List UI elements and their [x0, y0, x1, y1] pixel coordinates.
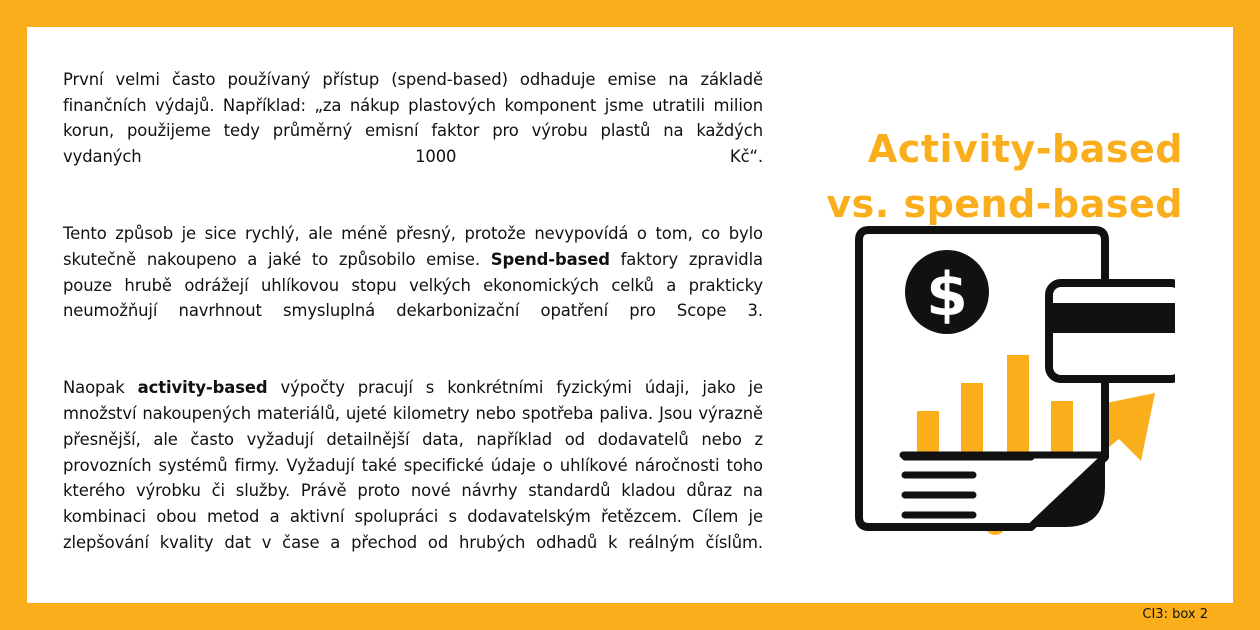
chart-bar — [961, 383, 983, 453]
chart-bar — [1051, 401, 1073, 453]
article-body — [63, 67, 763, 581]
content-card — [27, 27, 1233, 603]
chart-bar — [917, 411, 939, 453]
dollar-icon — [905, 250, 989, 334]
paragraph-activity-based: Naopak activity-based výpočty pracují s konkrétními fyzickými údaji, jako je množství nakoupených materiálů, ujeté kilometry nebo spotřeba paliva. Jsou výrazně přesnější, ale často vyžadují detailnější data, například od dodavatelů nebo z provozních systémů firmy. Vyžadují také specifické údaje o uhlíkové náročnosti toho kterého výrobku či služby. Právě proto nové návrhy standardů kladou důraz na kombinaci obou metod a aktivní spolupráci s dodavatelským řetězcem. Cílem je zlepšování kvality dat v čase a přechod od hrubých odhadů k reálným číslům. — [63, 378, 763, 552]
emphasis-activity-based: activity-based — [137, 378, 268, 398]
heading-line-1: Activity-based — [867, 127, 1183, 171]
dollar-symbol: $ — [926, 260, 968, 330]
chart-bar — [1007, 355, 1029, 453]
finance-illustration — [855, 225, 1175, 535]
heading-line-2: vs. spend-based — [826, 182, 1183, 226]
emphasis-spend-based: Spend-based — [490, 249, 610, 269]
paragraph-spend-based-intro: První velmi často používaný přístup (spend-based) odhaduje emise na základě finančních výdajů. Například: „za nákup plastových komponent jsme utratili milion korun, použijeme tedy průměrný emisní faktor pro výrobu plastů na každých vydaných 1000 Kč“. — [63, 70, 763, 167]
credit-card-icon — [1049, 283, 1175, 379]
footer-label: CI3: box 2 — [1142, 607, 1208, 622]
box-heading — [826, 122, 1183, 232]
paragraph-spend-based-critique: Tento způsob je sice rychlý, ale méně přesný, protože nevypovídá o tom, co bylo skutečně nakoupeno a jaké to způsobilo emise. Spend-based faktory zpravidla pouze hrubě odrážejí uhlíkovou stopu velkých ekonomických celků a prakticky neumožňují navrhnout smysluplná dekarbonizační opatření pro Scope 3. — [63, 224, 763, 321]
